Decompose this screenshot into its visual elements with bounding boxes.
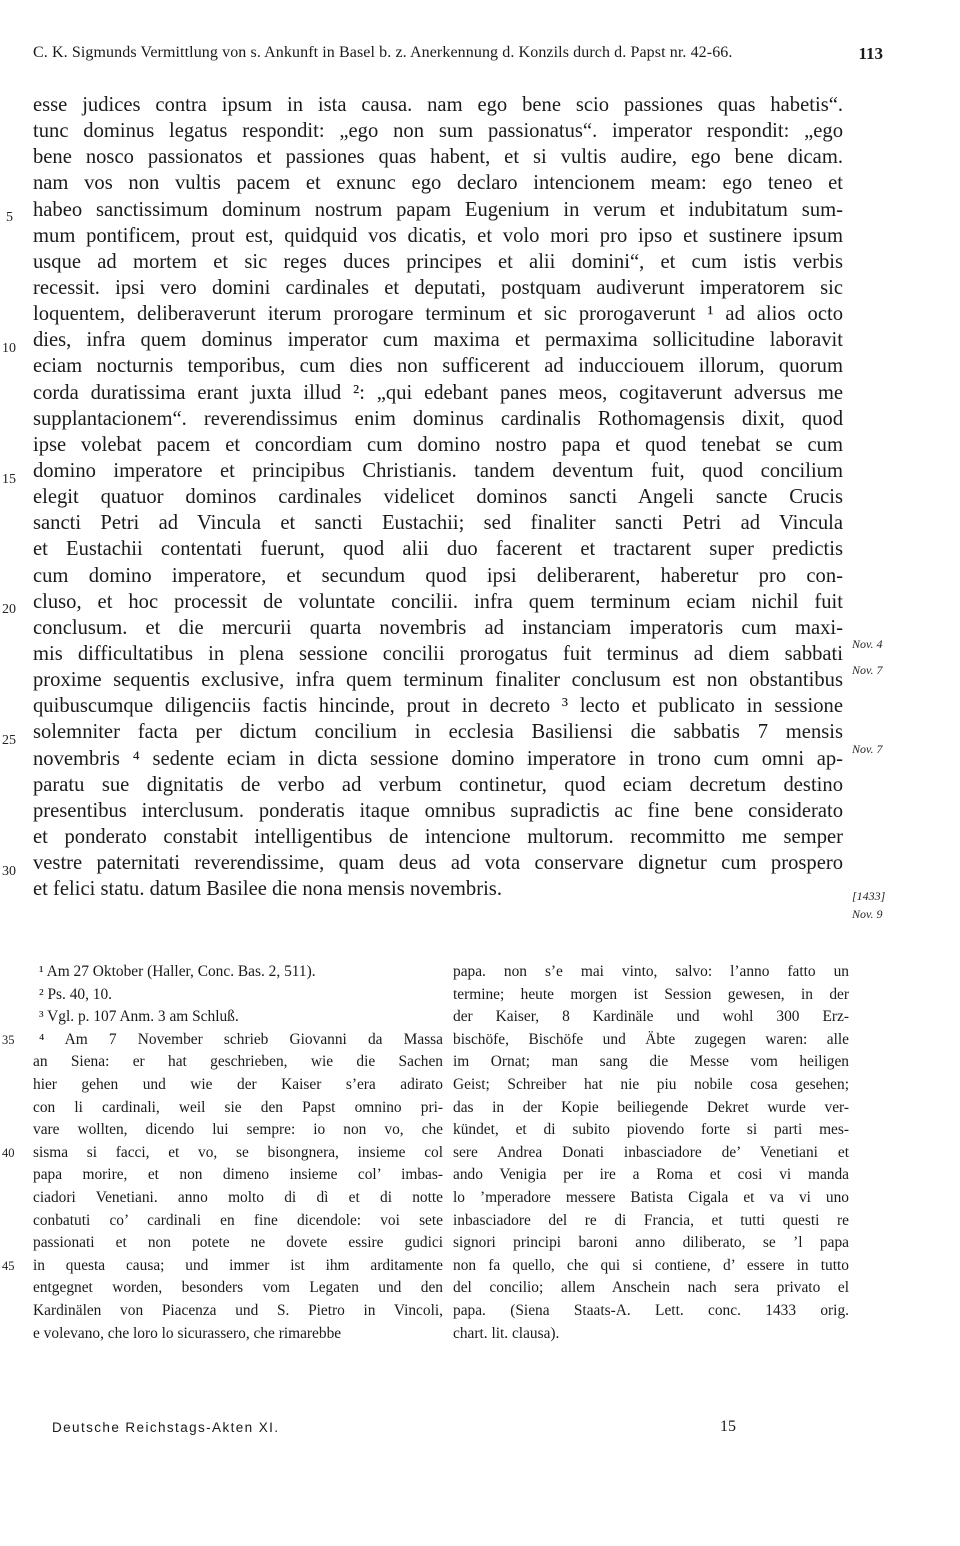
line-number: 10 <box>2 341 16 356</box>
main-text <box>33 92 843 902</box>
text-line: habeo sanctissimum dominum nostrum papam Eugenium in verum et indubitatum sum- <box>33 198 843 221</box>
text-line: recessit. ipsi vero domini cardinales et deputati, postquam audiverunt imperatorem sic <box>33 276 843 299</box>
text-line: conclusum. et die mercurii quarta novembris ad instanciam imperatoris cum maxi- <box>33 616 843 639</box>
footnote-line: sisma si facci, et vo, se bisongnera, insieme col <box>33 1143 443 1161</box>
margin-date-note: Nov. 4 <box>852 637 883 651</box>
text-line: solemniter facta per dictum concilium in ecclesia Basiliensi die sabbatis 7 mensis <box>33 721 843 744</box>
footnote-line: sere Andrea Donati inbasciadore de’ Venetiani et <box>453 1143 849 1161</box>
text-line: loquentem, deliberaverunt iterum prorogare terminum et sic prorogaverunt ¹ ad alios octo <box>33 303 843 326</box>
footnote-line: ¹ Am 27 Oktober (Haller, Conc. Bas. 2, 511). <box>39 963 316 980</box>
text-line: proxime sequentis exclusive, infra quem terminum finaliter conclusum est non obstantibus <box>33 669 843 692</box>
line-number: 30 <box>2 864 16 879</box>
margin-date-note: Nov. 9 <box>852 907 883 921</box>
footnote-line-number: 40 <box>2 1146 15 1160</box>
text-line: nam vos non vultis pacem et exnunc ego declaro intencionem meam: ego teneo et <box>33 172 843 195</box>
text-line: tunc dominus legatus respondit: „ego non sum passionatus“. imperator respondit: „ego <box>33 120 843 143</box>
text-line: domino imperatore et principibus Christianis. tandem deventum fuit, quod concilium <box>33 459 843 482</box>
line-number: 20 <box>2 602 16 617</box>
text-line: paratu sue dignitatis de verbo ad verbum continetur, quod eciam decretum destino <box>33 773 843 796</box>
text-line: corda duratissima erant juxta illud ²: „qui edebant panes meos, cogitaverunt adversus me <box>33 381 843 404</box>
text-line: dies, infra quem dominus imperator cum maxima et permaxima sollicitudine laboravit <box>33 329 843 352</box>
footnote-line: signori principi baroni anno diliberato, se ’l papa <box>453 1234 849 1252</box>
text-line: bene nosco passionatos et passiones quas habent, et si vultis audire, ego bene dicam. <box>33 146 843 169</box>
series-title: Deutsche Reichstags-Akten XI. <box>52 1420 280 1435</box>
text-line: usque ad mortem et sic reges duces principes et alii domini“, et cum istis verbis <box>33 250 843 273</box>
footnote-line: vare wollten, dicendo lui sempre: io non vo, che <box>33 1121 443 1139</box>
footnote-line: im Ornat; man sang die Messe vom heiligen <box>453 1053 849 1071</box>
footnotes-right-column <box>453 961 849 1345</box>
text-line: mum pontificem, prout est, quidquid vos dicatis, et volo mori pro ipso et sustinere ipsum <box>33 224 843 247</box>
footnote-line: lo ’mperadore messere Batista Cigala et va vi uno <box>453 1188 849 1206</box>
footnote-line: conbatuti co’ cardinali en fine dicendole: voi sete <box>33 1211 443 1229</box>
footnotes-left-column <box>33 961 443 1345</box>
text-line: novembris ⁴ sedente eciam in dicta sessione domino imperatore in trono cum omni ap- <box>33 747 843 770</box>
text-line: mis difficultatibus in plena sessione concilii prorogatus fuit terminus ad diem sabbati <box>33 642 843 665</box>
footnote-line: in questa causa; und immer ist ihm arditamente <box>33 1256 443 1274</box>
text-line: quibuscumque diligenciis factis hincinde, prout in decreto ³ lecto et publicato in sessione <box>33 695 843 718</box>
signature-mark: 15 <box>720 1418 736 1435</box>
running-title: C. K. Sigmunds Vermittlung von s. Ankunft in Basel b. z. Anerkennung d. Konzils durch d. Papst nr. 42-66. <box>33 44 733 61</box>
footnote-line: termine; heute morgen ist Session gewesen, in der <box>453 985 849 1003</box>
footnote-line: an Siena: er hat geschrieben, wie die Sachen <box>33 1053 443 1071</box>
text-line: et felici statu. datum Basilee die nona mensis novembris. <box>33 878 502 901</box>
text-line: sancti Petri ad Vincula et sancti Eustachii; sed finaliter sancti Petri ad Vincula <box>33 512 843 535</box>
text-line: eciam nocturnis temporibus, cum dies non sufficerent ad inducciouem illorum, quorum <box>33 355 843 378</box>
footnote-line: papa morire, et non dimeno insieme col’ imbas- <box>33 1166 443 1184</box>
text-line: et ponderato constabit intelligentibus de intencione multorum. recommitto me semper <box>33 825 843 848</box>
margin-date-note: Nov. 7 <box>852 742 883 756</box>
margin-date-note: Nov. 7 <box>852 663 883 677</box>
text-line: vestre paternitati reverendissime, quam deus ad vota conservare dignetur cum prospero <box>33 852 843 875</box>
running-header <box>33 44 883 70</box>
margin-date-note: [1433] <box>852 889 886 903</box>
text-line: esse judices contra ipsum in ista causa. nam ego bene scio passiones quas habetis“. <box>33 94 843 116</box>
footnote-line: con li cardinali, weil sie den Papst omnino pri- <box>33 1098 443 1116</box>
footnote-line: der Kaiser, 8 Kardinäle und wohl 300 Erz- <box>453 1008 849 1026</box>
footnote-line: e volevano, che loro lo sicurassero, che rimarebbe <box>33 1324 342 1342</box>
footnote-line: bischöfe, Bischöfe und Äbte zugegen waren: alle <box>453 1030 849 1048</box>
footnote-line: non fa quello, che qui si contiene, d’ essere in tutto <box>453 1256 849 1274</box>
footnote-line: papa. (Siena Staats-A. Lett. conc. 1433 orig. <box>453 1301 849 1319</box>
footnote-line: kündet, et di subito piovendo forte si parti mes- <box>453 1121 849 1139</box>
footnote-line: ³ Vgl. p. 107 Anm. 3 am Schluß. <box>39 1008 239 1026</box>
text-line: supplantacionem“. reverendissimus enim dominus cardinalis Rothomagensis dixit, quod <box>33 407 843 430</box>
text-line: ipse volebat pacem et concordiam cum domino nostro papa et quod tenebat se cum <box>33 433 843 456</box>
line-number: 15 <box>2 472 16 487</box>
footnote-line: Kardinälen von Piacenza und S. Pietro in Vincoli, <box>33 1301 443 1319</box>
footnote-line: del concilio; allem Anschein nach sera privato el <box>453 1279 849 1297</box>
line-number: 25 <box>2 733 16 748</box>
footnote-line: papa. non s’e mai vinto, salvo: l’anno fatto un <box>453 963 849 980</box>
footnote-line: ando Venigia per ire a Roma et cosi vi manda <box>453 1166 849 1184</box>
footnote-line: hier gehen und wie der Kaiser s’era adirato <box>33 1075 443 1093</box>
footnote-line: passionati et non potete ne dovete essire gudici <box>33 1234 443 1252</box>
footnote-line: ² Ps. 40, 10. <box>39 985 113 1003</box>
text-line: cluso, et hoc processit de voluntate concilii. infra quem terminum eciam nichil fuit <box>33 590 843 613</box>
footnote-line: chart. lit. clausa). <box>453 1324 560 1342</box>
line-number: 5 <box>6 210 13 225</box>
footnote-line-number: 45 <box>2 1259 15 1273</box>
text-line: presentibus interclusum. ponderatis itaque omnibus supradictis ac fine bene considerato <box>33 799 843 822</box>
text-line: et Eustachii contentati fuerunt, quod alii duo facerent et tractarent super predictis <box>33 538 843 561</box>
footnote-line: inbasciadore del re di Francia, et tutti questi re <box>453 1211 849 1229</box>
text-line: cum domino imperatore, et secundum quod ipsi deliberarent, haberetur pro con- <box>33 564 843 587</box>
footnote-line: entgegnet worden, besonders vom Legaten und den <box>33 1279 443 1297</box>
footnote-line: das in der Kopie beiliegende Dekret wurde ver- <box>453 1098 849 1116</box>
footnote-line: ⁴ Am 7 November schrieb Giovanni da Massa <box>39 1030 443 1048</box>
text-line: elegit quatuor dominos cardinales videlicet dominos sancti Angeli sancte Crucis <box>33 486 843 509</box>
footnote-line-number: 35 <box>2 1033 15 1047</box>
footnote-line: ciadori Venetiani. anno molto di dì et di notte <box>33 1188 443 1206</box>
page-number: 113 <box>858 44 883 63</box>
footnote-line: Geist; Schreiber hat nie piu nobile cosa gesehen; <box>453 1075 849 1093</box>
